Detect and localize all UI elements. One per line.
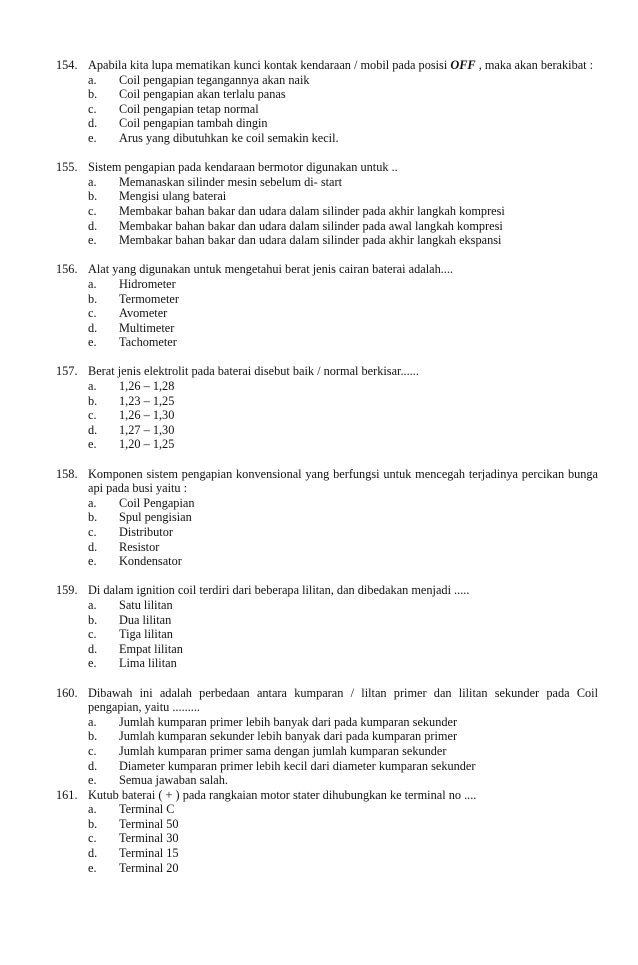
question-161 — [56, 788, 598, 876]
option-c: c. Coil pengapian tetap normal — [88, 101, 259, 116]
question-text: Kutub baterai ( + ) pada rangkaian motor stater dihubungkan ke terminal no .... — [88, 787, 477, 802]
option-c: c. Distributor — [88, 525, 173, 539]
question-number: 156. — [56, 262, 78, 277]
question-text: Di dalam ignition coil terdiri dari beberapa lilitan, dan dibedakan menjadi ..... — [88, 583, 470, 598]
option-e: e. Lima lilitan — [88, 656, 177, 671]
option-b: b. Dua lilitan — [88, 612, 172, 627]
option-c: c. Terminal 30 — [88, 831, 179, 846]
question-159 — [56, 583, 598, 671]
option-c: c. Jumlah kumparan primer sama dengan jumlah kumparan sekunder — [88, 743, 447, 758]
question-text: Apabila kita lupa mematikan kunci kontak kendaraan / mobil pada posisi OFF , maka akan berakibat : — [88, 58, 594, 72]
option-d: d. Resistor — [88, 539, 160, 554]
option-d: d. Diameter kumparan primer lebih kecil dari diameter kumparan sekunder — [88, 758, 476, 773]
question-number: 160. — [56, 685, 78, 700]
option-a: a. Coil Pengapian — [88, 495, 195, 510]
option-a: a. Coil pengapian tegangannya akan naik — [88, 72, 310, 87]
option-a: a. 1,26 – 1,28 — [88, 379, 175, 394]
option-a: a. Hidrometer — [88, 276, 176, 291]
option-e: e. Membakar bahan bakar dan udara dalam silinder pada akhir langkah ekspansi — [88, 233, 502, 248]
option-d: d. Terminal 15 — [88, 846, 179, 861]
question-number: 157. — [56, 364, 78, 379]
question-160 — [56, 686, 598, 788]
option-e: e. Terminal 20 — [88, 860, 179, 875]
option-a: a. Jumlah kumparan primer lebih banyak dari pada kumparan sekunder — [88, 714, 458, 729]
option-b: b. Spul pengisian — [88, 510, 192, 525]
option-e: e. Tachometer — [88, 335, 177, 350]
question-158 — [56, 467, 598, 569]
option-d: d. 1,27 – 1,30 — [88, 422, 175, 437]
option-d: d. Coil pengapian tambah dingin — [88, 116, 268, 131]
question-number: 159. — [56, 583, 78, 598]
question-text: Berat jenis elektrolit pada baterai disebut baik / normal berkisar...... — [88, 364, 419, 379]
option-b: b. Terminal 50 — [88, 816, 179, 831]
question-text: Komponen sistem pengapian konvensional yang berfungsi untuk mencegah terjadinya percikan bunga api pada busi yaitu : — [88, 466, 598, 496]
option-c: c. Tiga lilitan — [88, 627, 173, 642]
option-c: c. Avometer — [88, 306, 168, 321]
question-text: Alat yang digunakan untuk mengetahui berat jenis cairan baterai adalah.... — [88, 262, 454, 277]
option-a: a. Terminal C — [88, 802, 175, 817]
option-e: e. Arus yang dibutuhkan ke coil semakin kecil. — [88, 130, 339, 145]
option-e: e. Kondensator — [88, 554, 182, 569]
question-number: 155. — [56, 160, 78, 175]
question-number: 161. — [56, 787, 78, 802]
option-b: b. Mengisi ulang baterai — [88, 189, 227, 204]
question-156 — [56, 262, 598, 350]
option-c: c. 1,26 – 1,30 — [88, 408, 175, 423]
option-b: b. Jumlah kumparan sekunder lebih banyak dari pada kumparan primer — [88, 729, 458, 744]
option-d: d. Membakar bahan bakar dan udara dalam silinder pada awal langkah kompresi — [88, 218, 503, 233]
option-e: e. Semua jawaban salah. — [88, 773, 228, 788]
question-text: Sistem pengapian pada kendaraan bermotor digunakan untuk .. — [88, 160, 398, 175]
question-157 — [56, 364, 598, 452]
option-d: d. Empat lilitan — [88, 641, 183, 656]
question-number: 158. — [56, 466, 78, 481]
option-b: b. Termometer — [88, 291, 179, 306]
option-b: b. Coil pengapian akan terlalu panas — [88, 87, 286, 102]
option-c: c. Membakar bahan bakar dan udara dalam silinder pada akhir langkah kompresi — [88, 203, 505, 218]
question-number: 154. — [56, 58, 78, 72]
option-a: a. Memanaskan silinder mesin sebelum di- start — [88, 174, 343, 189]
emphasis-off: OFF — [450, 58, 476, 72]
question-text: Dibawah ini adalah perbedaan antara kumparan / liltan primer dan lilitan sekunder pada Coil pengapian, yaitu ......... — [88, 685, 598, 715]
option-a: a. Satu lilitan — [88, 597, 173, 612]
option-e: e. 1,20 – 1,25 — [88, 437, 175, 452]
question-154 — [56, 58, 598, 146]
question-155 — [56, 160, 598, 248]
option-b: b. 1,23 – 1,25 — [88, 393, 175, 408]
option-d: d. Multimeter — [88, 320, 175, 335]
